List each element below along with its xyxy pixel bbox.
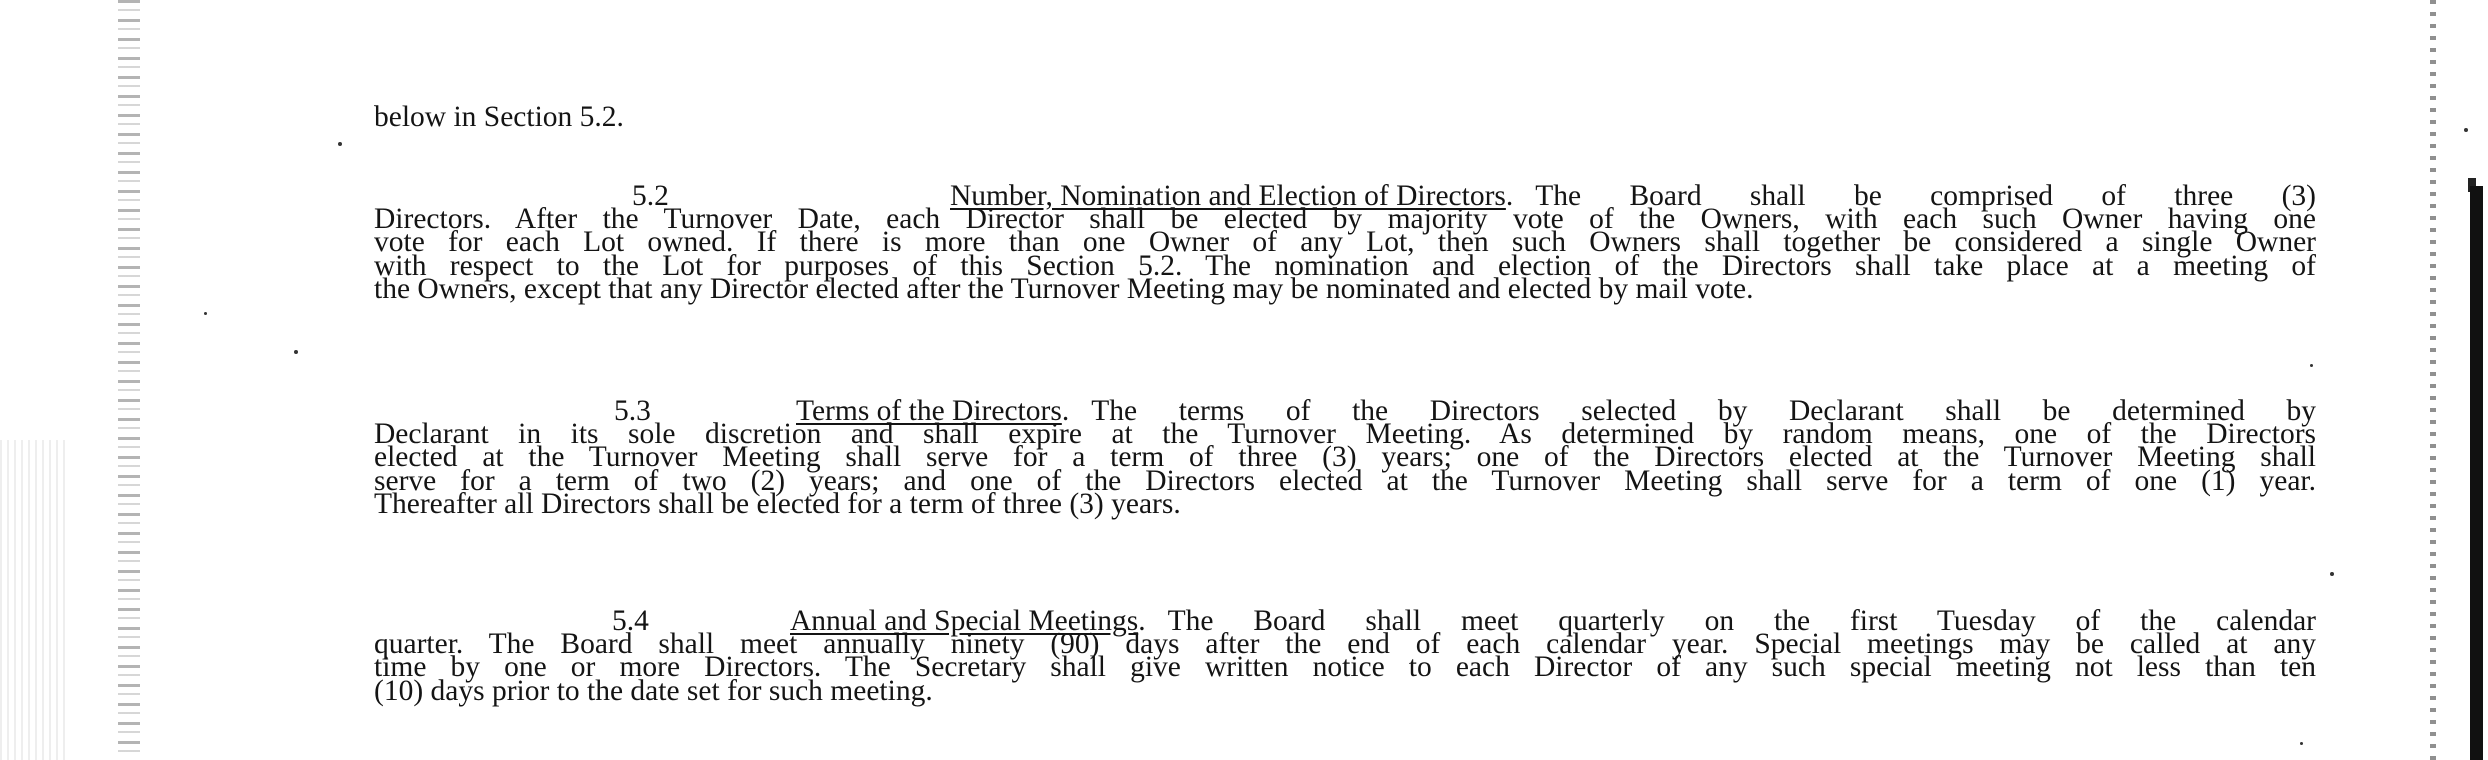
scan-speck xyxy=(2300,742,2303,745)
scan-speck xyxy=(2464,128,2468,132)
right-scan-edge-artifact xyxy=(2430,0,2436,760)
section-line: Thereafter all Directors shall be elected for a term of three (3) years. xyxy=(374,487,1181,520)
section-first-line-text: The Board shall be comprised of three (3) xyxy=(1535,180,2316,212)
section-line: serve for a term of two (2) years; and one of the Directors elected at the Turnover Meeting shall serve for a term of one (1) year. xyxy=(374,464,2316,497)
scan-speck xyxy=(2330,572,2334,576)
intro-paragraph xyxy=(374,101,2316,133)
left-scan-noise-artifact xyxy=(0,440,70,760)
scan-speck xyxy=(204,312,207,315)
section-number: 5.3 xyxy=(614,395,651,427)
right-binding-bar xyxy=(2470,186,2483,760)
scan-speck xyxy=(2310,364,2313,367)
scan-speck xyxy=(338,142,342,146)
section-line: Declarant in its sole discretion and shall expire at the Turnover Meeting. As determined by random means, one of the Directors xyxy=(374,418,2316,451)
section-line: vote for each Lot owned. If there is more than one Owner of any Lot, then such Owners shall together be considered a single Owner xyxy=(374,226,2316,259)
section-line: Directors. After the Turnover Date, each Director shall be elected by majority vote of the Owners, with each such Owner having one xyxy=(374,203,2316,236)
section-number: 5.4 xyxy=(612,605,649,637)
section-heading: Terms of the Directors xyxy=(796,395,1062,427)
section-heading-punct: . xyxy=(1138,605,1146,637)
section-number: 5.2 xyxy=(632,180,669,212)
scan-speck xyxy=(294,350,298,354)
section-line: quarter. The Board shall meet annually ninety (90) days after the end of each calendar year. Special meetings may be called at any xyxy=(374,628,2316,661)
section-heading: Annual and Special Meetings xyxy=(790,605,1139,637)
section-first-line-text: The terms of the Directors selected by Declarant shall be determined by xyxy=(1091,395,2316,427)
section-5-4 xyxy=(374,605,2316,707)
section-heading: Number, Nomination and Election of Directors xyxy=(950,180,1506,212)
section-heading-punct: . xyxy=(1505,180,1514,212)
section-5-2 xyxy=(374,180,2316,305)
section-heading-punct: . xyxy=(1061,395,1070,427)
section-line: time by one or more Directors. The Secretary shall give written notice to each Director of any such special meeting not less than ten xyxy=(374,651,2316,684)
intro-line: below in Section 5.2. xyxy=(374,101,624,133)
section-line: elected at the Turnover Meeting shall serve for a term of three (3) years; one of the Directors elected at the Turnover Meeting shall xyxy=(374,441,2316,474)
section-5-3 xyxy=(374,395,2316,520)
section-line: the Owners, except that any Director elected after the Turnover Meeting may be nominated and elected by mail vote. xyxy=(374,272,1754,305)
section-line: (10) days prior to the date set for such meeting. xyxy=(374,674,933,707)
section-first-line-text: The Board shall meet quarterly on the first Tuesday of the calendar xyxy=(1167,605,2316,637)
section-line: with respect to the Lot for purposes of this Section 5.2. The nomination and election of the Directors shall take place at a meeting of xyxy=(374,249,2316,282)
left-scan-edge-artifact xyxy=(118,0,140,760)
